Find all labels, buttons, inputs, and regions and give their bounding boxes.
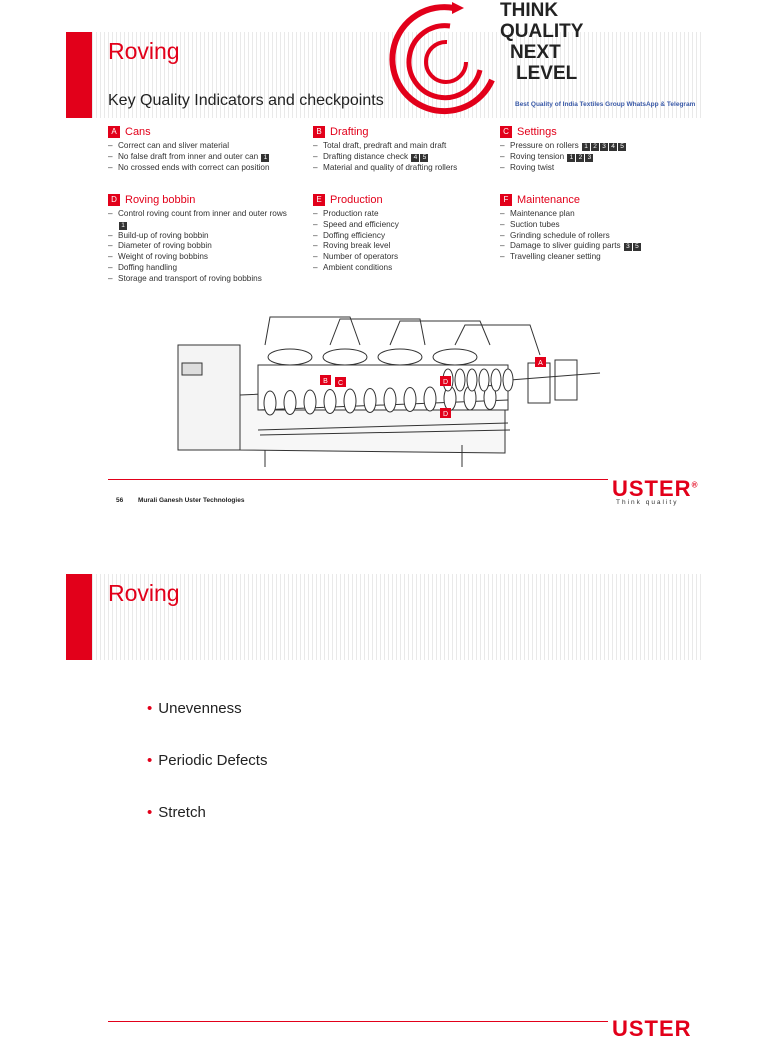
roving-bobbin: [404, 388, 416, 412]
roving-bobbin: [284, 391, 296, 415]
slide-subtitle: Key Quality Indicators and checkpoints: [108, 92, 384, 109]
bullet-item: • Stretch: [147, 804, 206, 821]
list-item: – Roving break level: [313, 241, 503, 252]
roving-frame-diagram: [170, 305, 610, 470]
reference-number-badge: 5: [633, 243, 641, 251]
roving-bobbin: [344, 389, 356, 413]
roving-bobbin: [455, 369, 465, 391]
section-heading-label: Maintenance: [517, 193, 580, 206]
list-item: – Speed and efficiency: [313, 220, 503, 231]
list-item: – Pressure on rollers 1 2 3 4 5: [500, 141, 690, 152]
section-heading: [500, 126, 690, 138]
list-item: – Roving twist: [500, 163, 690, 174]
reference-number-badge: 1: [261, 154, 269, 162]
list-item: – Diameter of roving bobbin: [108, 241, 298, 252]
indicator-section-a: [108, 126, 298, 173]
roving-bobbin: [479, 369, 489, 391]
section-heading-label: Settings: [517, 125, 557, 138]
roving-bobbin: [491, 369, 501, 391]
list-item: – Build-up of roving bobbin: [108, 231, 298, 242]
roving-bobbin: [467, 369, 477, 391]
section-list: [500, 141, 690, 173]
footer-author: Murali Ganesh Uster Technologies: [138, 497, 245, 504]
list-item: – Weight of roving bobbins: [108, 252, 298, 263]
list-item: – Doffing handling: [108, 263, 298, 274]
section-list: [108, 209, 298, 285]
list-item: – No crossed ends with correct can position: [108, 163, 298, 174]
diagram-label: B: [323, 378, 328, 385]
section-heading: [313, 194, 503, 206]
reference-number-badge: 4: [609, 143, 617, 151]
list-item: – Ambient conditions: [313, 263, 503, 274]
uster-logo: USTER®: [612, 476, 699, 501]
bullet-list: [107, 700, 267, 856]
indicator-section-d: [108, 194, 298, 285]
roving-bobbin: [324, 390, 336, 414]
list-item: – Roving tension 1 2 3: [500, 152, 690, 163]
section-heading-label: Production: [330, 193, 383, 206]
section-heading: [108, 194, 298, 206]
bullet-item: • Periodic Defects: [147, 752, 268, 769]
footer-line: [108, 479, 608, 480]
list-item: – Grinding schedule of rollers: [500, 231, 690, 242]
diagram-label: D: [442, 411, 449, 418]
roving-bobbin: [384, 388, 396, 412]
reference-number-badge: 5: [420, 154, 428, 162]
reference-number-badge: 1: [582, 143, 590, 151]
slide-2: [0, 560, 768, 1041]
section-heading-label: Roving bobbin: [125, 193, 196, 206]
list-item: – No false draft from inner and outer can 1: [108, 152, 298, 163]
roving-bobbin: [424, 387, 436, 411]
watermark-text: Best Quality of India Textiles Group WhatsApp & Telegram: [515, 101, 696, 108]
reference-number-badge: 4: [411, 154, 419, 162]
diagram-label: C: [337, 380, 344, 387]
diagram-label: A: [538, 360, 543, 367]
diagram-label: D: [442, 379, 449, 386]
list-item: – Storage and transport of roving bobbins: [108, 274, 298, 285]
reference-number-badge: 2: [576, 154, 584, 162]
bullet-item: • Unevenness: [147, 700, 242, 717]
title-red-bar: [66, 32, 92, 118]
reference-number-badge: 3: [600, 143, 608, 151]
list-item: – Material and quality of drafting rollers: [313, 163, 503, 174]
roving-bobbin: [503, 369, 513, 391]
indicator-section-b: [313, 126, 503, 173]
page-number: 56: [116, 497, 124, 504]
section-badge: D: [108, 194, 120, 206]
footer-line: [108, 1021, 608, 1022]
indicator-section-f: [500, 194, 690, 263]
list-item: – Total draft, predraft and main draft: [313, 141, 503, 152]
reference-number-badge: 3: [624, 243, 632, 251]
slide-title: Roving: [108, 580, 180, 606]
section-heading: [500, 194, 690, 206]
section-list: [500, 209, 690, 263]
reference-number-badge: 2: [591, 143, 599, 151]
uster-tagline: Think quality: [616, 499, 679, 506]
indicator-section-e: [313, 194, 503, 274]
title-red-bar: [66, 574, 92, 660]
reference-number-badge: 3: [585, 154, 593, 162]
section-heading-label: Cans: [125, 125, 151, 138]
slide-title: Roving: [108, 38, 180, 64]
reference-number-badge: 1: [567, 154, 575, 162]
section-badge: E: [313, 194, 325, 206]
list-item: – Damage to sliver guiding parts 3 5: [500, 241, 690, 252]
section-badge: B: [313, 126, 325, 138]
section-list: [313, 141, 503, 173]
section-badge: C: [500, 126, 512, 138]
list-item: – Number of operators: [313, 252, 503, 263]
roving-bobbin: [264, 391, 276, 415]
section-badge: A: [108, 126, 120, 138]
list-item: – Drafting distance check 4 5: [313, 152, 503, 163]
section-list: [313, 209, 503, 274]
reference-number-badge: 5: [618, 143, 626, 151]
section-heading: [313, 126, 503, 138]
roving-bobbin: [304, 390, 316, 414]
list-item: – Production rate: [313, 209, 503, 220]
roving-bobbin: [364, 389, 376, 413]
list-item: – Doffing efficiency: [313, 231, 503, 242]
title-band: [92, 574, 702, 660]
list-item: – Maintenance plan: [500, 209, 690, 220]
section-list: [108, 141, 298, 173]
reference-number-badge: 1: [119, 222, 127, 230]
uster-logo-cropped: USTER: [612, 1016, 692, 1041]
logo-text: THINK QUALITY NEXT LEVEL: [500, 0, 584, 84]
think-quality-logo-icon: [392, 0, 502, 120]
list-item: – Travelling cleaner setting: [500, 252, 690, 263]
list-item: – Control roving count from inner and outer rows 1: [108, 209, 298, 231]
section-heading: [108, 126, 298, 138]
list-item: – Suction tubes: [500, 220, 690, 231]
section-heading-label: Drafting: [330, 125, 369, 138]
section-badge: F: [500, 194, 512, 206]
list-item: – Correct can and sliver material: [108, 141, 298, 152]
indicator-section-c: [500, 126, 690, 173]
